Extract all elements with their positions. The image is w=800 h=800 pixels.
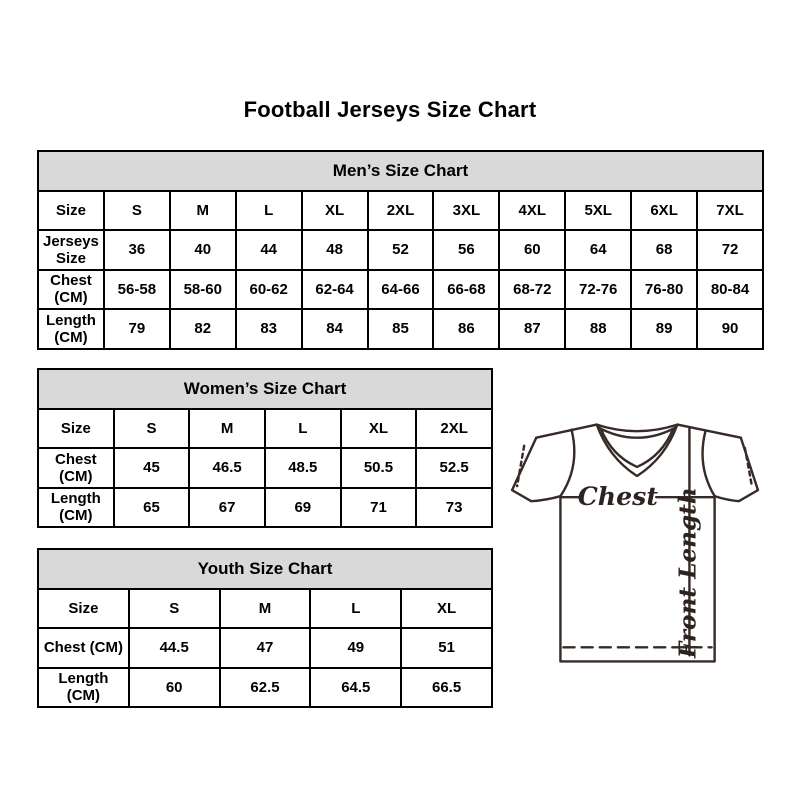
page-title: Football Jerseys Size Chart [243, 97, 537, 122]
size-value-cell: 85 [368, 309, 434, 349]
row-header-cell: Chest (CM) [38, 448, 114, 488]
size-value-cell: 44.5 [129, 628, 220, 668]
table-title-row [38, 549, 492, 589]
row-header-cell: Length (CM) [38, 668, 129, 708]
size-value-cell: 49 [310, 628, 401, 668]
size-value-cell: 73 [416, 488, 492, 528]
size-value-cell: 51 [401, 628, 492, 668]
jersey-measurement-diagram [505, 413, 763, 666]
size-value-cell: 36 [104, 230, 170, 270]
size-value-cell: XL [302, 191, 368, 231]
size-value-cell: 56 [433, 230, 499, 270]
size-value-cell: 84 [302, 309, 368, 349]
table-title: Women’s Size Chart [38, 369, 492, 409]
row-header-cell: Size [38, 409, 114, 449]
size-value-cell: 48 [302, 230, 368, 270]
size-value-cell: 52 [368, 230, 434, 270]
size-value-cell: 58-60 [170, 270, 236, 310]
size-value-cell: 90 [697, 309, 763, 349]
table-row [38, 488, 492, 528]
size-value-cell: 47 [220, 628, 311, 668]
collar-back-arcs [597, 425, 678, 438]
womens-size-table [37, 368, 493, 528]
size-value-cell: 80-84 [697, 270, 763, 310]
size-value-cell: 44 [236, 230, 302, 270]
size-value-cell: 87 [499, 309, 565, 349]
table-row [38, 309, 763, 349]
size-value-cell: 60 [129, 668, 220, 708]
size-value-cell: 89 [631, 309, 697, 349]
size-value-cell: M [170, 191, 236, 231]
size-value-cell: 68-72 [499, 270, 565, 310]
size-value-cell: 88 [565, 309, 631, 349]
table-title: Men’s Size Chart [38, 151, 763, 191]
size-value-cell: 69 [265, 488, 341, 528]
size-value-cell: 82 [170, 309, 236, 349]
table-row [38, 589, 492, 629]
size-value-cell: 65 [114, 488, 190, 528]
size-value-cell: L [310, 589, 401, 629]
row-header-cell: Jerseys Size [38, 230, 104, 270]
size-value-cell: S [114, 409, 190, 449]
size-value-cell: XL [401, 589, 492, 629]
size-value-cell: 71 [341, 488, 417, 528]
size-value-cell: 4XL [499, 191, 565, 231]
chest-label: Chest [577, 481, 658, 512]
size-value-cell: 60 [499, 230, 565, 270]
size-value-cell: 79 [104, 309, 170, 349]
table-title-row [38, 369, 492, 409]
size-value-cell: 64-66 [368, 270, 434, 310]
row-header-cell: Length (CM) [38, 309, 104, 349]
size-value-cell: 76-80 [631, 270, 697, 310]
size-value-cell: 66.5 [401, 668, 492, 708]
size-value-cell: 72 [697, 230, 763, 270]
table-title-row [38, 151, 763, 191]
table-row [38, 191, 763, 231]
size-value-cell: 67 [189, 488, 265, 528]
table-title: Youth Size Chart [38, 549, 492, 589]
front-length-label: Front Length [674, 487, 702, 659]
size-value-cell: 52.5 [416, 448, 492, 488]
size-value-cell: 3XL [433, 191, 499, 231]
size-value-cell: M [220, 589, 311, 629]
size-value-cell: 46.5 [189, 448, 265, 488]
right-sleeve-outline [715, 438, 758, 501]
size-value-cell: 68 [631, 230, 697, 270]
table-row [38, 270, 763, 310]
size-value-cell: M [189, 409, 265, 449]
size-value-cell: 83 [236, 309, 302, 349]
row-header-cell: Size [38, 589, 129, 629]
size-value-cell: S [104, 191, 170, 231]
size-value-cell: 45 [114, 448, 190, 488]
size-value-cell: 5XL [565, 191, 631, 231]
table-row [38, 230, 763, 270]
size-value-cell: 2XL [368, 191, 434, 231]
table-row [38, 628, 492, 668]
size-value-cell: 50.5 [341, 448, 417, 488]
youth-size-table [37, 548, 493, 708]
table-row [38, 668, 492, 708]
size-value-cell: 48.5 [265, 448, 341, 488]
size-value-cell: 60-62 [236, 270, 302, 310]
size-value-cell: 86 [433, 309, 499, 349]
size-value-cell: 7XL [697, 191, 763, 231]
size-value-cell: 56-58 [104, 270, 170, 310]
size-value-cell: XL [341, 409, 417, 449]
size-value-cell: 72-76 [565, 270, 631, 310]
size-value-cell: L [265, 409, 341, 449]
row-header-cell: Size [38, 191, 104, 231]
size-value-cell: 66-68 [433, 270, 499, 310]
size-value-cell: 64 [565, 230, 631, 270]
size-value-cell: 64.5 [310, 668, 401, 708]
mens-size-table [37, 150, 764, 350]
size-value-cell: 6XL [631, 191, 697, 231]
size-value-cell: S [129, 589, 220, 629]
row-header-cell: Chest (CM) [38, 270, 104, 310]
size-value-cell: L [236, 191, 302, 231]
size-value-cell: 62.5 [220, 668, 311, 708]
table-row [38, 409, 492, 449]
size-value-cell: 2XL [416, 409, 492, 449]
table-row [38, 448, 492, 488]
row-header-cell: Length (CM) [38, 488, 114, 528]
row-header-cell: Chest (CM) [38, 628, 129, 668]
size-value-cell: 62-64 [302, 270, 368, 310]
size-value-cell: 40 [170, 230, 236, 270]
